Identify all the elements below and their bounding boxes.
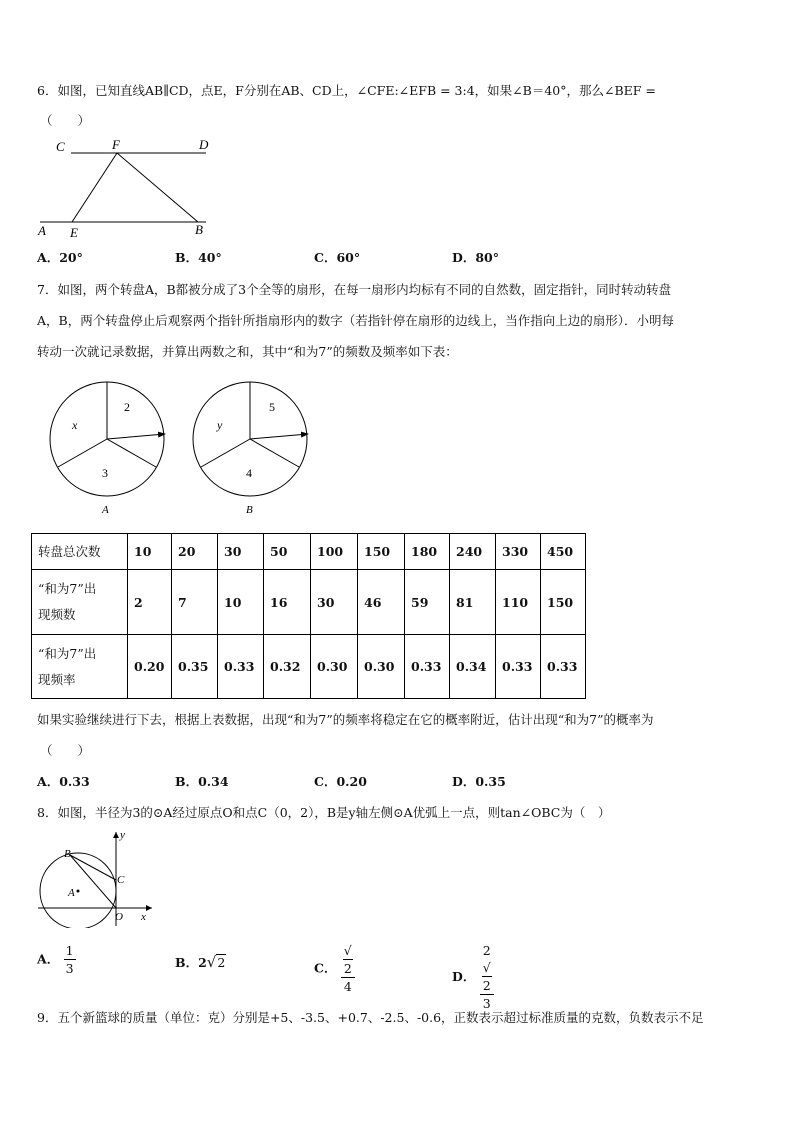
spinner-b-sector-5: 5 <box>269 400 275 414</box>
table-cell: 0.33 <box>405 635 450 699</box>
table-cell: 240 <box>450 534 496 570</box>
q8-circle-figure <box>38 828 158 928</box>
table-cell: 150 <box>358 534 405 570</box>
q7-option-b: B．0.34 <box>175 774 229 789</box>
spinner-a-sector-x: x <box>72 418 78 432</box>
table-cell: 150 <box>541 570 586 635</box>
table-cell: 100 <box>311 534 358 570</box>
q7-paren: （ ） <box>40 743 91 758</box>
q7-after-line: 如果实验继续进行下去，根据上表数据，出现“和为7”的频率将稳定在它的概率附近，估计出现“和为7”的概率为 <box>37 712 654 727</box>
q8-stem: 8．如图，半径为3的⊙A经过原点O和点C（0，2），B是y轴左侧⊙A优弧上一点，则tan∠OBC为（ ） <box>37 805 611 820</box>
frequency-table <box>31 533 586 699</box>
q6-option-d: D．80° <box>452 250 499 265</box>
q8-option-c: C． √ 2 4 <box>314 942 355 995</box>
q7-option-a: A．0.33 <box>37 774 90 789</box>
q8-option-b: B．2√2 <box>175 953 226 971</box>
row-label-counts: “和为7”出 现频数 <box>32 570 128 635</box>
table-cell: 81 <box>450 570 496 635</box>
spinner-b-caption: B <box>246 504 253 516</box>
label-c: C <box>117 874 125 886</box>
table-cell: 0.30 <box>358 635 405 699</box>
q7-option-c: C．0.20 <box>314 774 367 789</box>
table-cell: 30 <box>218 534 264 570</box>
table-cell: 180 <box>405 534 450 570</box>
table-cell: 450 <box>541 534 586 570</box>
label-c: C <box>56 139 65 154</box>
table-cell: 50 <box>264 534 311 570</box>
spinner-b-sector-y: y <box>217 418 223 432</box>
table-cell: 330 <box>496 534 541 570</box>
label-x: x <box>141 911 146 923</box>
table-cell: 20 <box>172 534 218 570</box>
table-row <box>32 570 586 635</box>
table-cell: 7 <box>172 570 218 635</box>
table-cell: 110 <box>496 570 541 635</box>
q9-stem: 9．五个新篮球的质量（单位：克）分别是+5、-3.5、+0.7、-2.5、-0.6，正数表示超过标准质量的克数，负数表示不足 <box>37 1010 704 1025</box>
table-row <box>32 635 586 699</box>
spinner-b-sector-4: 4 <box>246 466 252 480</box>
spinner-a-sector-2: 2 <box>124 400 130 414</box>
q6-parallel-lines-figure <box>30 135 220 240</box>
q7-spinners-figure <box>40 380 330 520</box>
table-cell: 10 <box>218 570 264 635</box>
table-cell: 0.35 <box>172 635 218 699</box>
label-d: D <box>199 137 209 152</box>
label-b: B <box>64 848 71 860</box>
q8-option-d: D． 2 √ 2 3 <box>452 942 494 1012</box>
q8-option-a: A． $\frac{1}{3}$ <box>37 943 74 976</box>
q6-stem: 6．如图，已知直线AB∥CD，点E，F分别在AB、CD上，∠CFE:∠EFB = 3:4，如果∠B＝40°，那么∠BEF = <box>37 83 656 98</box>
q6-option-c: C．60° <box>314 250 361 265</box>
q6-option-b: B．40° <box>175 250 222 265</box>
table-cell: 16 <box>264 570 311 635</box>
label-o: O <box>115 911 123 923</box>
q6-paren: （ ） <box>40 113 91 128</box>
table-cell: 2 <box>128 570 172 635</box>
q7-option-d: D．0.35 <box>452 774 506 789</box>
table-row <box>32 534 586 570</box>
label-a: A <box>38 223 46 238</box>
spinner-b <box>193 382 308 516</box>
table-cell: 30 <box>311 570 358 635</box>
table-cell: 0.32 <box>264 635 311 699</box>
label-e: E <box>70 225 78 240</box>
table-cell: 46 <box>358 570 405 635</box>
table-cell: 0.34 <box>450 635 496 699</box>
label-b: B <box>195 222 203 237</box>
table-cell: 0.33 <box>218 635 264 699</box>
table-cell: 59 <box>405 570 450 635</box>
spinner-a <box>50 382 165 516</box>
label-a: A <box>68 887 75 899</box>
q7-stem-line2: A，B，两个转盘停止后观察两个指针所指扇形内的数字（若指针停在扇形的边线上，当作指向上边的扇形）．小明每 <box>37 313 674 328</box>
row-label-totals: 转盘总次数 <box>32 534 128 570</box>
table-cell: 10 <box>128 534 172 570</box>
row-label-freqs: “和为7”出 现频率 <box>32 635 128 699</box>
q6-option-a: A．20° <box>37 250 83 265</box>
spinner-a-sector-3: 3 <box>102 466 108 480</box>
table-cell: 0.30 <box>311 635 358 699</box>
spinner-a-caption: A <box>102 504 109 516</box>
label-f: F <box>112 137 120 152</box>
q7-stem-line1: 7．如图，两个转盘A，B都被分成了3个全等的扇形，在每一扇形内均标有不同的自然数，固定指针，同时转动转盘 <box>37 282 672 297</box>
label-y: y <box>120 829 125 841</box>
table-cell: 0.33 <box>541 635 586 699</box>
table-cell: 0.20 <box>128 635 172 699</box>
table-cell: 0.33 <box>496 635 541 699</box>
q7-stem-line3: 转动一次就记录数据，并算出两数之和，其中“和为7”的频数及频率如下表： <box>37 344 458 359</box>
